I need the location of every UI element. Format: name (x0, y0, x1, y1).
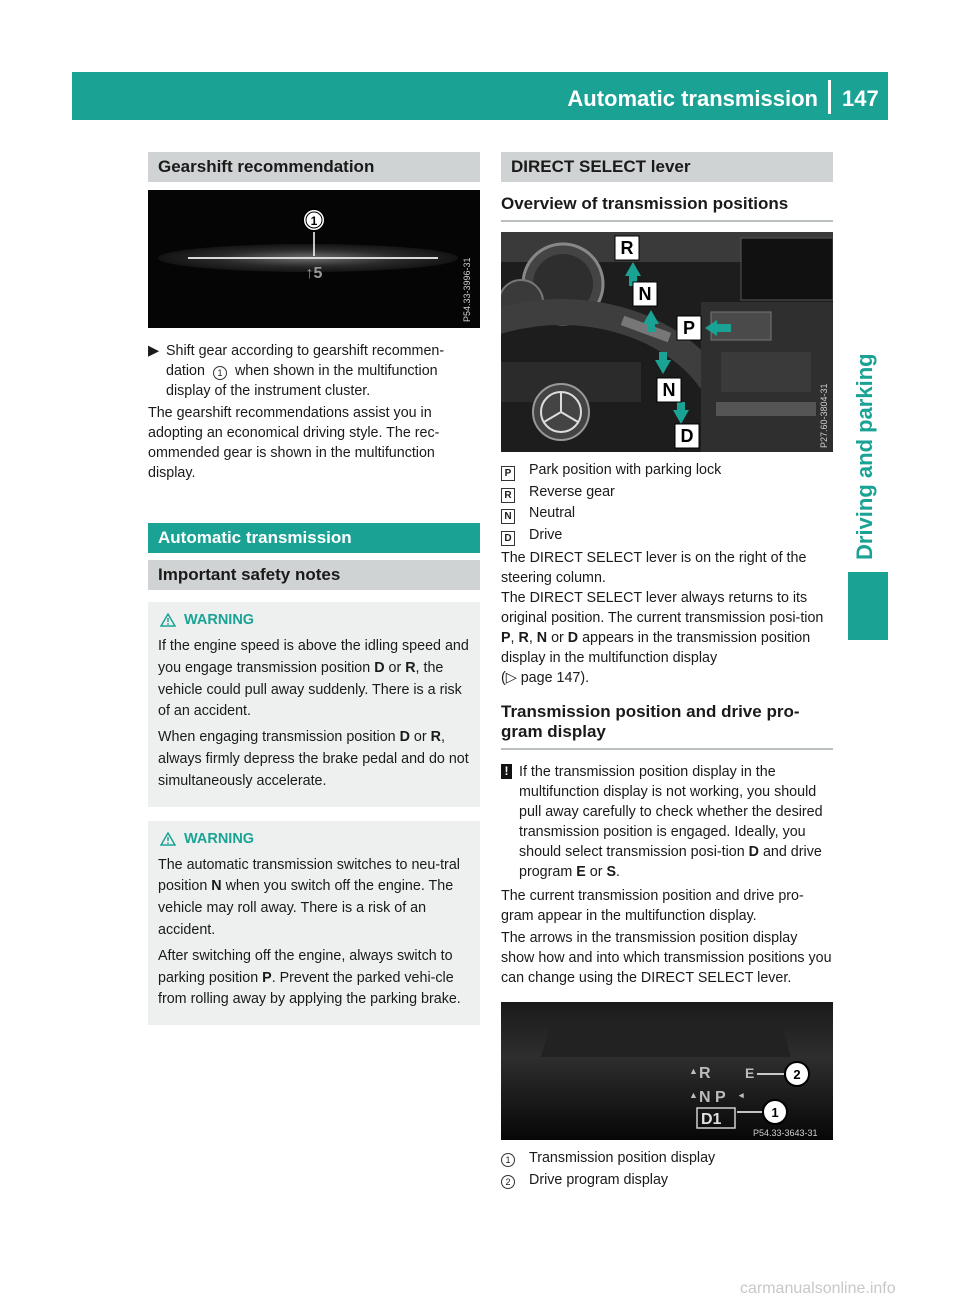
neutral-key-icon: N (501, 509, 515, 524)
svg-text:R: R (620, 238, 634, 258)
park-key-icon: P (501, 466, 515, 481)
page-reference-link[interactable]: (▷ page 147). (501, 670, 590, 686)
section-important-safety-notes: Important safety notes (148, 560, 480, 590)
header-separator (828, 80, 831, 114)
svg-text:◂: ◂ (739, 1090, 744, 1100)
warning-title-1: WARNING (160, 612, 470, 628)
warning-title-2: WARNING (160, 831, 470, 847)
gearshift-display-image (148, 190, 480, 328)
section-gearshift-recommendation: Gearshift recommendation (148, 152, 480, 182)
steering-column-image (501, 232, 833, 452)
subsection-overview-positions: Overview of transmission positions (501, 194, 833, 222)
list-item-neutral: N Neutral (501, 503, 833, 525)
svg-text:P54.33-3996-31: P54.33-3996-31 (462, 257, 472, 322)
bullet-arrow-icon: ▶ (148, 343, 159, 359)
svg-text:N: N (662, 380, 676, 400)
svg-text:1: 1 (771, 1105, 779, 1120)
svg-text:P54.33-3643-31: P54.33-3643-31 (753, 1128, 818, 1138)
callout-1-icon: 1 (213, 366, 227, 380)
paragraph-recommendation-info: The gearshift recommendations assist you in adopting an economical driving style. The rec-ommended gear is shown in the multifunction display. (148, 405, 440, 481)
reverse-key-icon: R (501, 488, 515, 503)
exclamation-icon: ! (501, 764, 512, 779)
warning-box-1 (148, 602, 480, 807)
svg-text:D: D (680, 426, 694, 446)
warning-triangle-icon (160, 613, 176, 627)
svg-text:1: 1 (310, 214, 318, 228)
position-display-image (501, 1002, 833, 1140)
page-header (72, 72, 888, 120)
svg-text:2: 2 (793, 1067, 801, 1082)
legend-item-1: 1 Transmission position display (501, 1148, 833, 1170)
svg-text:N P: N P (699, 1089, 726, 1106)
svg-text:D1: D1 (701, 1111, 722, 1128)
svg-text:P27.60-3804-31: P27.60-3804-31 (819, 383, 829, 448)
figure-direct-select-lever (501, 232, 833, 452)
warning-2-paragraph-1: The automatic transmission switches to neu-tral position N when you switch off the engine. The vehicle may roll away. There is a risk of an accident. (158, 856, 460, 938)
figure-gearshift-display (148, 190, 480, 328)
watermark: carmanualsonline.info (740, 1280, 896, 1297)
list-item-park: P Park position with parking lock (501, 460, 833, 482)
paragraph-current-display: The current transmission position and drive pro-gram appear in the multifunction display. (501, 888, 804, 924)
svg-text:▲: ▲ (689, 1066, 698, 1076)
drive-key-icon: D (501, 531, 515, 546)
page-number: 147 (842, 86, 879, 111)
right-column (501, 152, 833, 1191)
warning-triangle-icon (160, 832, 176, 846)
list-item-reverse: R Reverse gear (501, 482, 833, 504)
svg-text:N: N (638, 284, 652, 304)
paragraph-lever-returns: The DIRECT SELECT lever always returns to its original position. The current transmission posi-tion P, R, N or D appears in the transmission position display in the multifunction display (501, 590, 824, 666)
warning-box-2 (148, 821, 480, 1026)
callout-1-icon: 1 (501, 1153, 515, 1167)
side-tab-block (848, 572, 888, 640)
svg-text:R: R (699, 1065, 711, 1082)
paragraph-arrows: The arrows in the transmission position display show how and into which transmission positions you can change using the DIRECT SELECT lever. (501, 930, 832, 986)
legend-item-2: 2 Drive program display (501, 1170, 833, 1192)
callout-2-icon: 2 (501, 1175, 515, 1189)
svg-text:↑5: ↑5 (305, 265, 323, 282)
bullet-shift-gear: ▶ Shift gear according to gearshift recommen-dation 1 when shown in the multifunction display of the instrument cluster. (148, 343, 445, 399)
side-tab-label: Driving and parking (852, 353, 877, 560)
positions-list (501, 460, 833, 546)
warning-1-paragraph-1: If the engine speed is above the idling speed and you engage transmission position D or R, the vehicle could pull away suddenly. There is a risk of an accident. (158, 638, 469, 720)
legend-list (501, 1148, 833, 1191)
subsection-display: Transmission position and drive pro-gram display (501, 702, 833, 750)
svg-text:P: P (682, 318, 696, 338)
header-title: Automatic transmission (567, 86, 818, 111)
svg-text:E: E (745, 1065, 755, 1081)
note-block: ! If the transmission position display in the multifunction display is not working, you should pull away carefully to check whether the desired transmission position is engaged. Ideally, you should select transmission posi-tion D and drive program E or S. (501, 762, 833, 882)
warning-1-paragraph-2: When engaging transmission position D or R, always firmly depress the brake pedal and do not simultaneously accelerate. (158, 729, 469, 789)
list-item-drive: D Drive (501, 525, 833, 547)
section-automatic-transmission: Automatic transmission (148, 523, 480, 553)
figure-position-display (501, 1002, 833, 1140)
left-column (148, 152, 480, 1025)
svg-text:▲: ▲ (689, 1090, 698, 1100)
section-direct-select-lever: DIRECT SELECT lever (501, 152, 833, 182)
warning-2-paragraph-2: After switching off the engine, always switch to parking position P. Prevent the parked vehi-cle from rolling away by applying the parking brake. (158, 947, 461, 1008)
paragraph-lever-location: The DIRECT SELECT lever is on the right of the steering column. (501, 550, 807, 586)
